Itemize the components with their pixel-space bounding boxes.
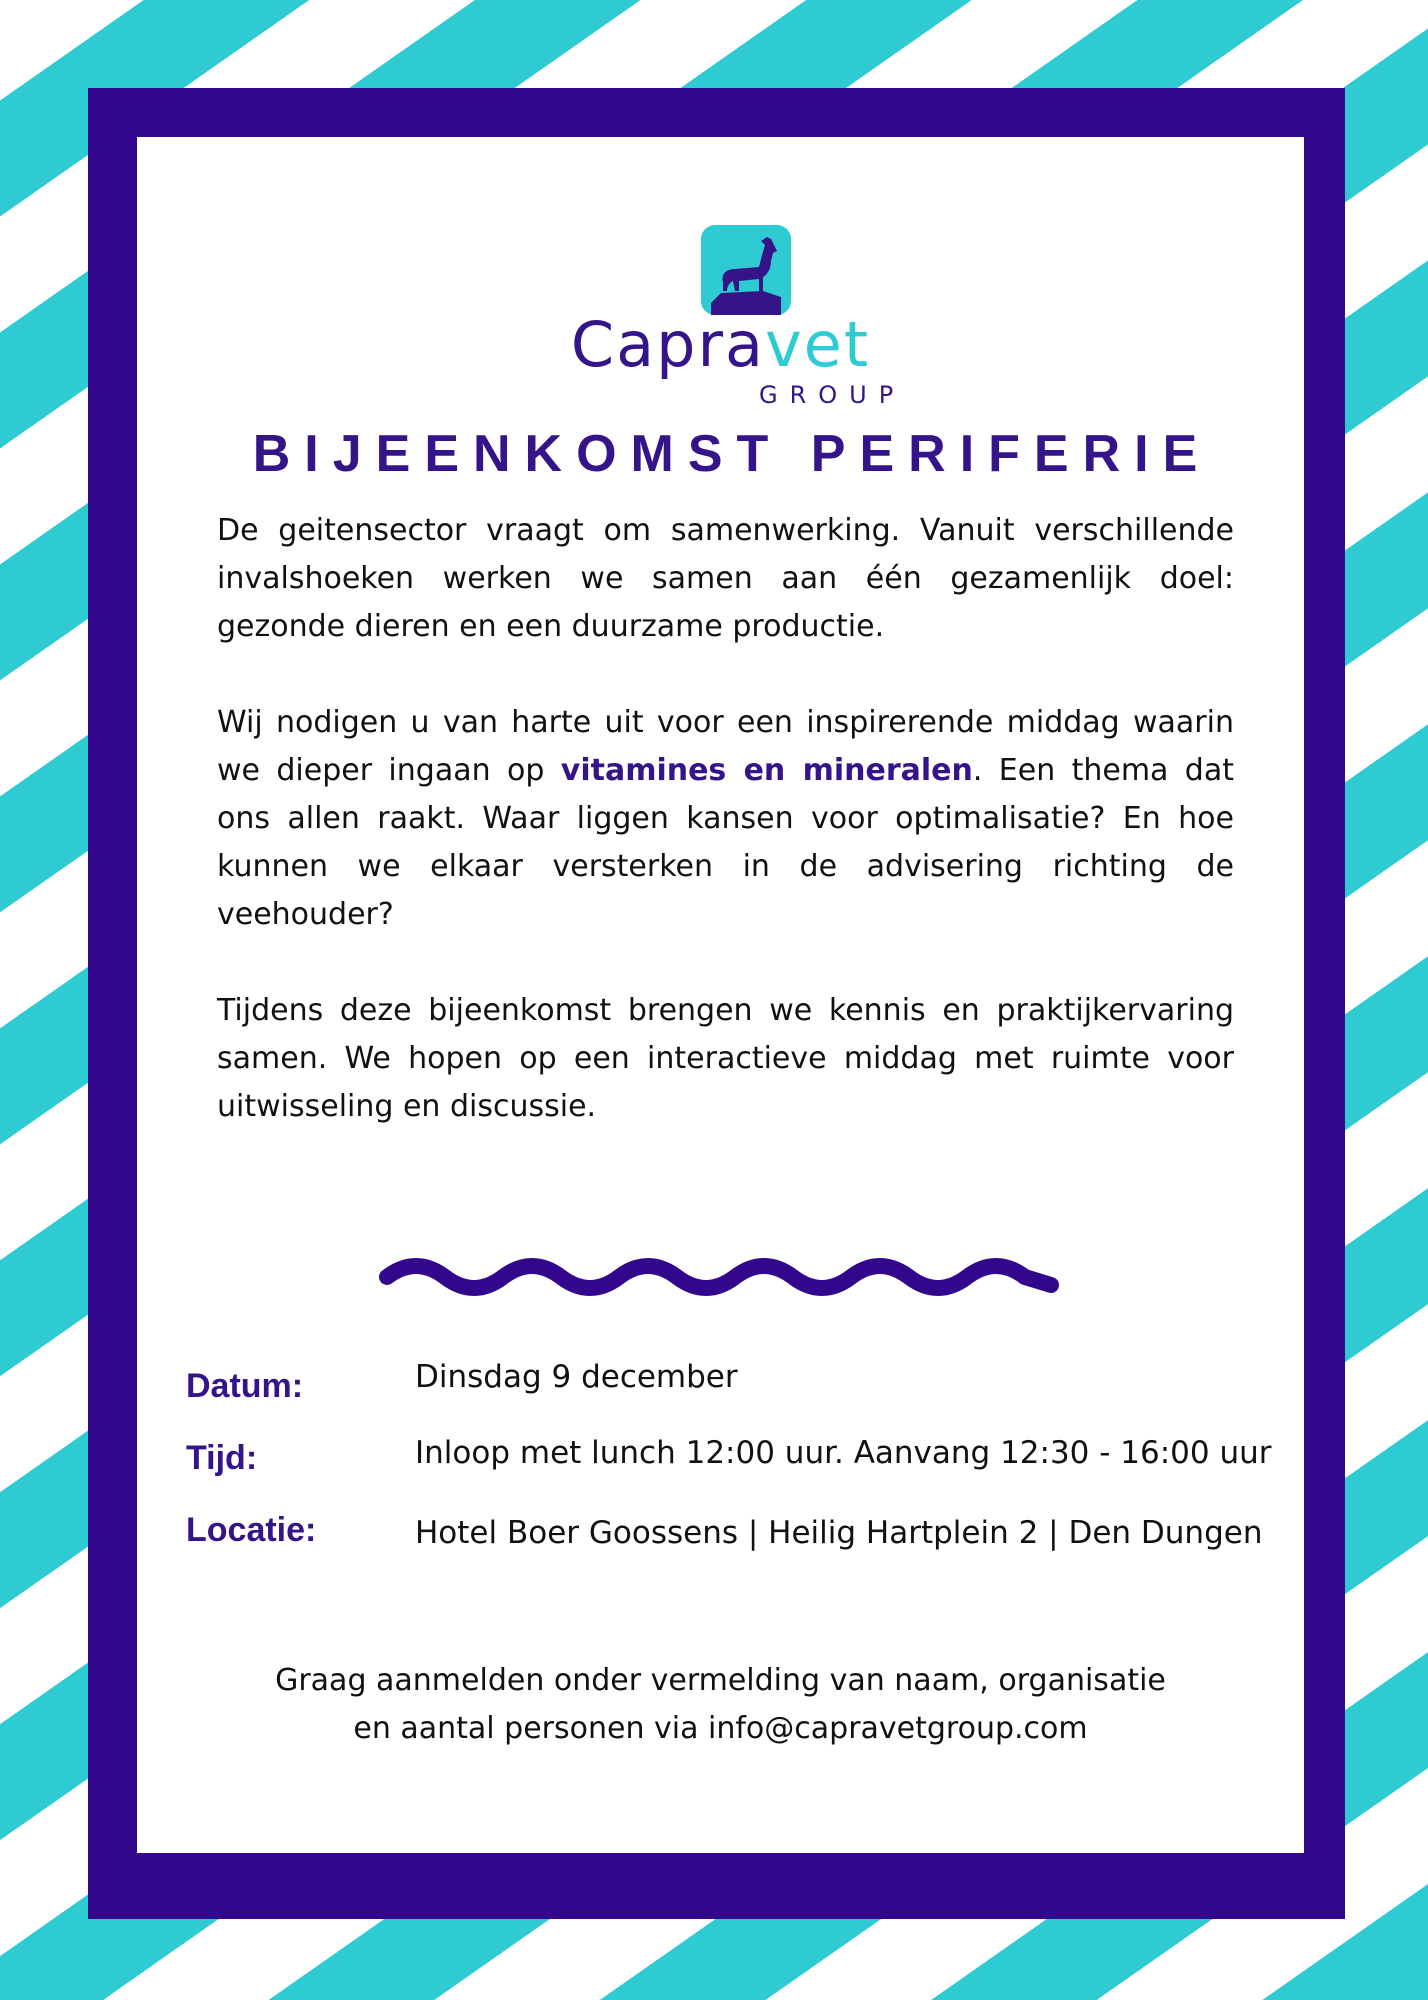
logo-group-text: GROUP: [759, 381, 906, 409]
registration-line-1: Graag aanmelden onder vermelding van naam, organisatie: [275, 1663, 1166, 1698]
highlight-topic: vitamines en mineralen: [560, 753, 973, 788]
wave-divider: [375, 1247, 1065, 1307]
flyer-card: [137, 137, 1304, 1853]
info-row-datum: [186, 1359, 1276, 1409]
paragraph-invitation-start: Wij nodigen u van harte uit voor een inspirerende middag waarin we dieper ingaan op: [217, 705, 1234, 788]
registration-line-2: en aantal personen via info@capravetgroup.com: [353, 1711, 1088, 1746]
goat-icon: [701, 225, 791, 315]
locatie-label: Locatie:: [186, 1511, 317, 1549]
info-row-locatie: [186, 1511, 1276, 1561]
paragraph-details: Tijdens deze bijeenkomst brengen we kennis en praktijkervaring samen. We hopen op een interactieve middag met ruimte voor uitwisseling en discussie.: [217, 993, 1234, 1124]
body-text: [217, 507, 1234, 1179]
logo-word-vet: vet: [764, 308, 871, 381]
flyer-frame: [88, 88, 1345, 1919]
datum-value: Dinsdag 9 december: [415, 1359, 738, 1395]
locatie-value: Hotel Boer Goossens | Heilig Hartplein 2 | Den Dungen: [415, 1515, 1263, 1551]
logo-wordmark: [137, 307, 1304, 383]
paragraph-invitation: [217, 699, 1234, 939]
page-title: BIJEENKOMST PERIFERIE: [252, 425, 1212, 483]
paragraph-intro: De geitensector vraagt om samenwerking. Vanuit verschillende invalshoeken werken we samen aan één gezamenlijk doel: gezonde dieren en een duurzame productie.: [217, 513, 1234, 644]
info-row-tijd: [186, 1435, 1276, 1485]
paragraph-invitation-end: . Een thema dat ons allen raakt. Waar liggen kansen voor optimalisatie? En hoe kunnen we elkaar versterken in de advisering richting de veehouder?: [217, 753, 1234, 932]
tijd-label: Tijd:: [186, 1439, 258, 1477]
datum-label: Datum:: [186, 1367, 304, 1405]
tijd-value: Inloop met lunch 12:00 uur. Aanvang 12:30 - 16:00 uur: [415, 1435, 1272, 1471]
registration-note: [137, 1657, 1304, 1753]
logo-word-capra: Capra: [570, 308, 765, 381]
